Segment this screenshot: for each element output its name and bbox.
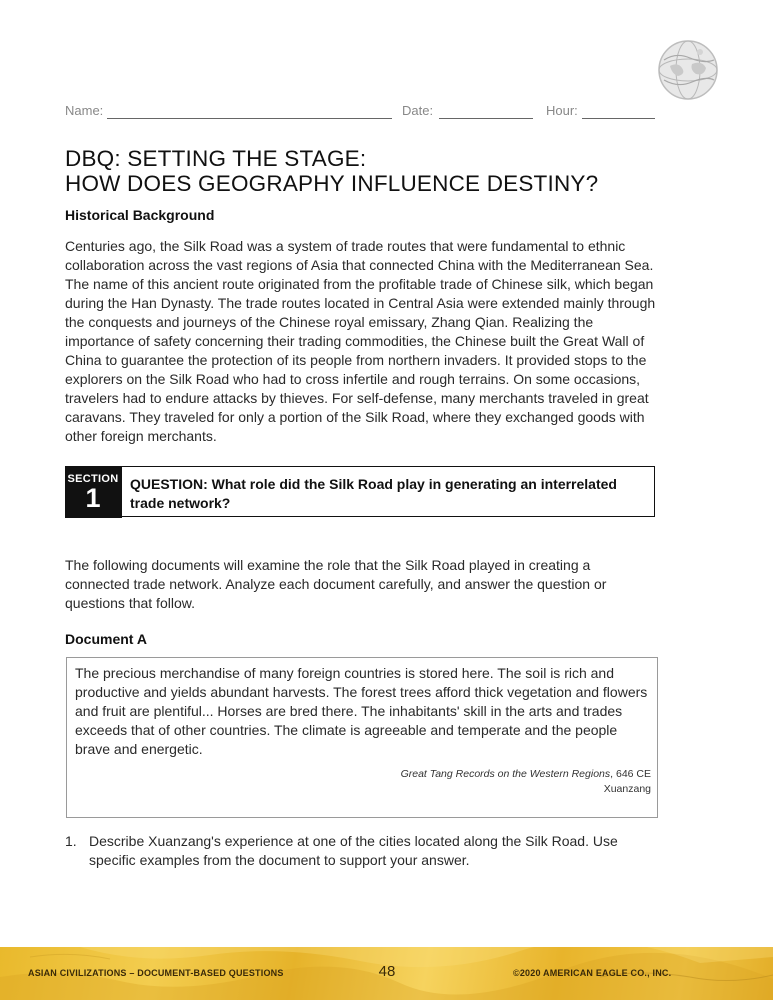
date-label: Date: bbox=[402, 103, 434, 118]
section-question-box bbox=[65, 466, 655, 517]
title-line-1: DBQ: SETTING THE STAGE: bbox=[65, 146, 367, 171]
footer-copyright: ©2020 AMERICAN EAGLE CO., INC. bbox=[513, 968, 672, 978]
page-footer bbox=[0, 947, 773, 1000]
section-number: 1 bbox=[85, 482, 101, 513]
name-field[interactable] bbox=[107, 118, 392, 119]
question-1-number: 1. bbox=[65, 833, 77, 849]
documents-intro-text: The following documents will examine the role that the Silk Road played in creating a connected trade network. Analyze each document carefully, and answer the question or questions that follow. bbox=[65, 557, 607, 611]
citation-author: Xuanzang bbox=[603, 783, 651, 795]
globe-logo-icon bbox=[656, 38, 720, 102]
question-1-text: Describe Xuanzang's experience at one of the cities located along the Silk Road. Use specific examples from the document to support your answer. bbox=[89, 833, 618, 868]
section-question-text: QUESTION: What role did the Silk Road play in generating an interrelated trade network? bbox=[130, 476, 617, 511]
section-label: SECTION bbox=[67, 472, 119, 485]
name-label: Name: bbox=[65, 103, 104, 118]
document-a-box bbox=[66, 657, 658, 818]
page-title bbox=[65, 146, 705, 196]
historical-background-text: Centuries ago, the Silk Road was a system of trade routes that were fundamental to ethnic collaboration across the vast regions of Asia that connected China with the Mediterranean Sea. The name of this ancient route originated from the profitable trade of Chinese silk, which began during the Han Dynasty. The trade routes located in Central Asia were extended mainly through the conquests and journeys of the Chinese royal emissary, Zhang Qian. Realizing the importance of safety concerning their trading commodities, the Chinese built the Great Wall of China to guarantee the protection of its people from northern invaders. It provided stops to the explorers on the Silk Road who had to cross infertile and rough terrains. On some occasions, travelers had to endure attacks by thieves. For self-defense, many merchants traveled in great caravans. They traveled for only a portion of the Silk Road, where they exchanged goods with other foreign merchants. bbox=[65, 238, 656, 444]
section-tab bbox=[65, 466, 122, 518]
document-a-citation bbox=[401, 767, 651, 797]
document-a-text: The precious merchandise of many foreign countries is stored here. The soil is rich and productive and yields abundant harvests. The forest trees afford thick vegetation and flowers and fruit are plentiful... Horses are bred there. The inhabitants' skill in the arts and trades exceeds that of other countries. The climate is agreeable and temperate and the people brave and energetic. bbox=[75, 665, 648, 757]
title-line-2: HOW DOES GEOGRAPHY INFLUENCE DESTINY? bbox=[65, 171, 599, 196]
document-a-heading: Document A bbox=[65, 631, 147, 647]
citation-work: Great Tang Records on the Western Regions bbox=[400, 768, 611, 780]
hour-field[interactable] bbox=[582, 118, 655, 119]
date-field[interactable] bbox=[439, 118, 533, 119]
citation-year: , 646 CE bbox=[610, 768, 651, 780]
historical-background-heading: Historical Background bbox=[65, 207, 215, 223]
hour-label: Hour: bbox=[546, 103, 578, 118]
student-info-row bbox=[65, 103, 655, 123]
page-number: 48 bbox=[378, 963, 396, 980]
footer-book-title: ASIAN CIVILIZATIONS – DOCUMENT-BASED QUESTIONS bbox=[28, 968, 284, 978]
